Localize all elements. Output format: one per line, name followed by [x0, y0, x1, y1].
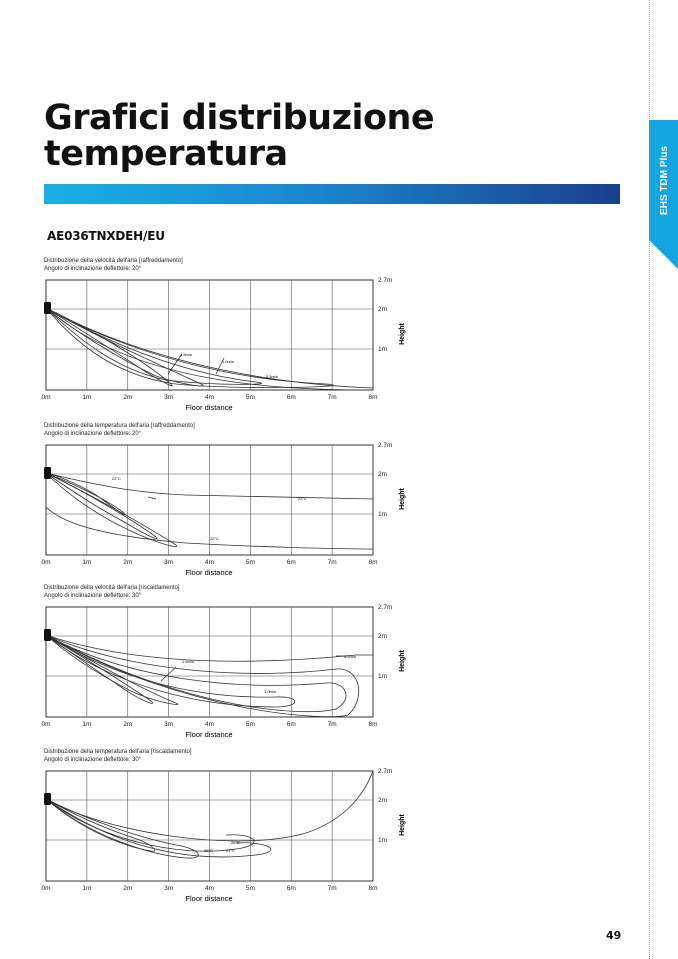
x-tick-label: 4m [204, 394, 215, 401]
curve-label: 22°C [112, 476, 121, 481]
y-axis-label: Height [399, 650, 406, 672]
chart-caption-3 [44, 584, 180, 600]
y-axis-label: Height [399, 488, 406, 510]
contour-0-5ms-inner [46, 635, 346, 712]
x-axis-label: Floor distance [185, 894, 233, 903]
y-tick-label: 1m [378, 837, 388, 844]
x-tick-label: 3m [164, 559, 174, 566]
x-tick-label: 8m [368, 721, 378, 728]
x-tick-label: 7m [327, 885, 337, 892]
chart-caption-title: Distribuzione della temperatura dell'aria [raffreddamento] [44, 423, 195, 429]
y-axis-label: Height [399, 814, 406, 836]
x-tick-label: 0m [41, 885, 51, 892]
x-tick-label: 8m [368, 394, 378, 401]
x-tick-label: 8m [368, 559, 378, 566]
x-tick-label: 7m [327, 394, 337, 401]
curve-label: 0.5m/s [344, 654, 357, 659]
curve-label: 1.5m/s [182, 659, 195, 664]
x-tick-label: 1m [82, 721, 92, 728]
x-tick-label: 0m [41, 721, 51, 728]
chart-caption-angle: Angolo di inclinazione deflettore: 30° [44, 593, 142, 599]
contour-22c-mid [46, 473, 157, 539]
curve-label: 1.5m/s [180, 352, 193, 357]
chart-caption-angle: Angolo di inclinazione deflettore: 20° [44, 266, 142, 272]
indoor-unit-icon [44, 793, 51, 805]
curve-label: 22°C [210, 536, 219, 541]
label-leader [148, 497, 156, 499]
page-number: 49 [606, 929, 622, 942]
x-tick-label: 7m [327, 721, 337, 728]
chart-caption-angle: Angolo di inclinazione deflettore: 30° [44, 757, 142, 763]
chart-caption-title: Distribuzione della velocità dell'aria [riscaldamento] [44, 585, 180, 591]
y-tick-label: 2.7m [378, 768, 393, 775]
x-tick-label: 6m [286, 394, 296, 401]
side-tab-label: EHS TDM Plus [658, 145, 670, 215]
x-tick-label: 1m [82, 394, 92, 401]
x-tick-label: 6m [286, 559, 296, 566]
chart-air-temperature-heating [36, 763, 416, 913]
x-tick-label: 4m [204, 885, 215, 892]
y-tick-label: 2m [378, 633, 388, 640]
chart-caption-angle: Angolo di inclinazione deflettore: 20° [44, 431, 142, 437]
x-tick-label: 4m [204, 559, 215, 566]
y-tick-label: 2.7m [378, 442, 393, 449]
chart-air-velocity-cooling [36, 272, 416, 422]
x-tick-label: 2m [123, 559, 133, 566]
x-axis-label: Floor distance [185, 730, 233, 739]
x-tick-label: 2m [123, 394, 133, 401]
x-tick-label: 0m [41, 559, 51, 566]
y-tick-label: 2.7m [378, 604, 393, 611]
curve-label: 0.5m/s [266, 374, 279, 379]
page-title-line2: temperatura [44, 134, 288, 174]
x-axis-label: Floor distance [185, 568, 233, 577]
x-tick-label: 5m [245, 885, 255, 892]
indoor-unit-icon [44, 629, 51, 641]
x-axis-label: Floor distance [185, 403, 233, 412]
chart-caption-title: Distribuzione della velocità dell'aria [raffreddamento] [44, 258, 183, 264]
curve-label: 27°C [226, 848, 235, 853]
chart-caption-title: Distribuzione della temperatura dell'aria [riscaldamento] [44, 749, 192, 755]
curve-label: 23°C [298, 496, 307, 501]
curve-label: 1.0m/s [222, 359, 235, 364]
x-tick-label: 3m [164, 394, 174, 401]
x-tick-label: 6m [286, 885, 296, 892]
curve-label: 26°C [231, 840, 240, 845]
chart-caption-2 [44, 422, 195, 438]
y-tick-label: 2m [378, 797, 388, 804]
chart-caption-4 [44, 748, 192, 764]
x-tick-label: 5m [245, 559, 255, 566]
x-tick-label: 5m [245, 721, 255, 728]
y-tick-label: 1m [378, 673, 388, 680]
contour-0-5ms [46, 308, 334, 387]
y-tick-label: 1m [378, 511, 388, 518]
indoor-unit-icon [44, 302, 51, 314]
y-tick-label: 2m [378, 306, 388, 313]
x-tick-label: 3m [164, 885, 174, 892]
y-axis-label: Height [399, 323, 406, 345]
chart-air-velocity-heating [36, 599, 416, 749]
contour-26c-lower [46, 799, 271, 857]
contour-22c-outer [46, 473, 177, 547]
x-tick-label: 0m [41, 394, 51, 401]
x-tick-label: 2m [123, 721, 133, 728]
curve-label: 28°C [204, 848, 213, 853]
x-tick-label: 3m [164, 721, 174, 728]
x-tick-label: 5m [245, 394, 255, 401]
contour-27c [46, 799, 254, 851]
y-tick-label: 2m [378, 471, 388, 478]
chart-caption-1 [44, 257, 183, 273]
x-tick-label: 6m [286, 721, 296, 728]
page-title [44, 100, 434, 172]
x-tick-label: 4m [204, 721, 215, 728]
model-code: AE036TNXDEH/EU [47, 229, 165, 243]
y-tick-label: 1m [378, 346, 388, 353]
x-tick-label: 8m [368, 885, 378, 892]
indoor-unit-icon [44, 467, 51, 479]
page-title-line1: Grafici distribuzione [44, 98, 435, 138]
x-tick-label: 1m [82, 559, 92, 566]
x-tick-label: 2m [123, 885, 133, 892]
title-gradient-bar [44, 184, 620, 204]
x-tick-label: 7m [327, 559, 337, 566]
y-tick-label: 2.7m [378, 277, 393, 284]
chart-air-temperature-cooling [36, 437, 416, 587]
x-tick-label: 1m [82, 885, 92, 892]
curve-label: 1.0m/s [264, 689, 277, 694]
contour-1-5ms [46, 308, 172, 386]
